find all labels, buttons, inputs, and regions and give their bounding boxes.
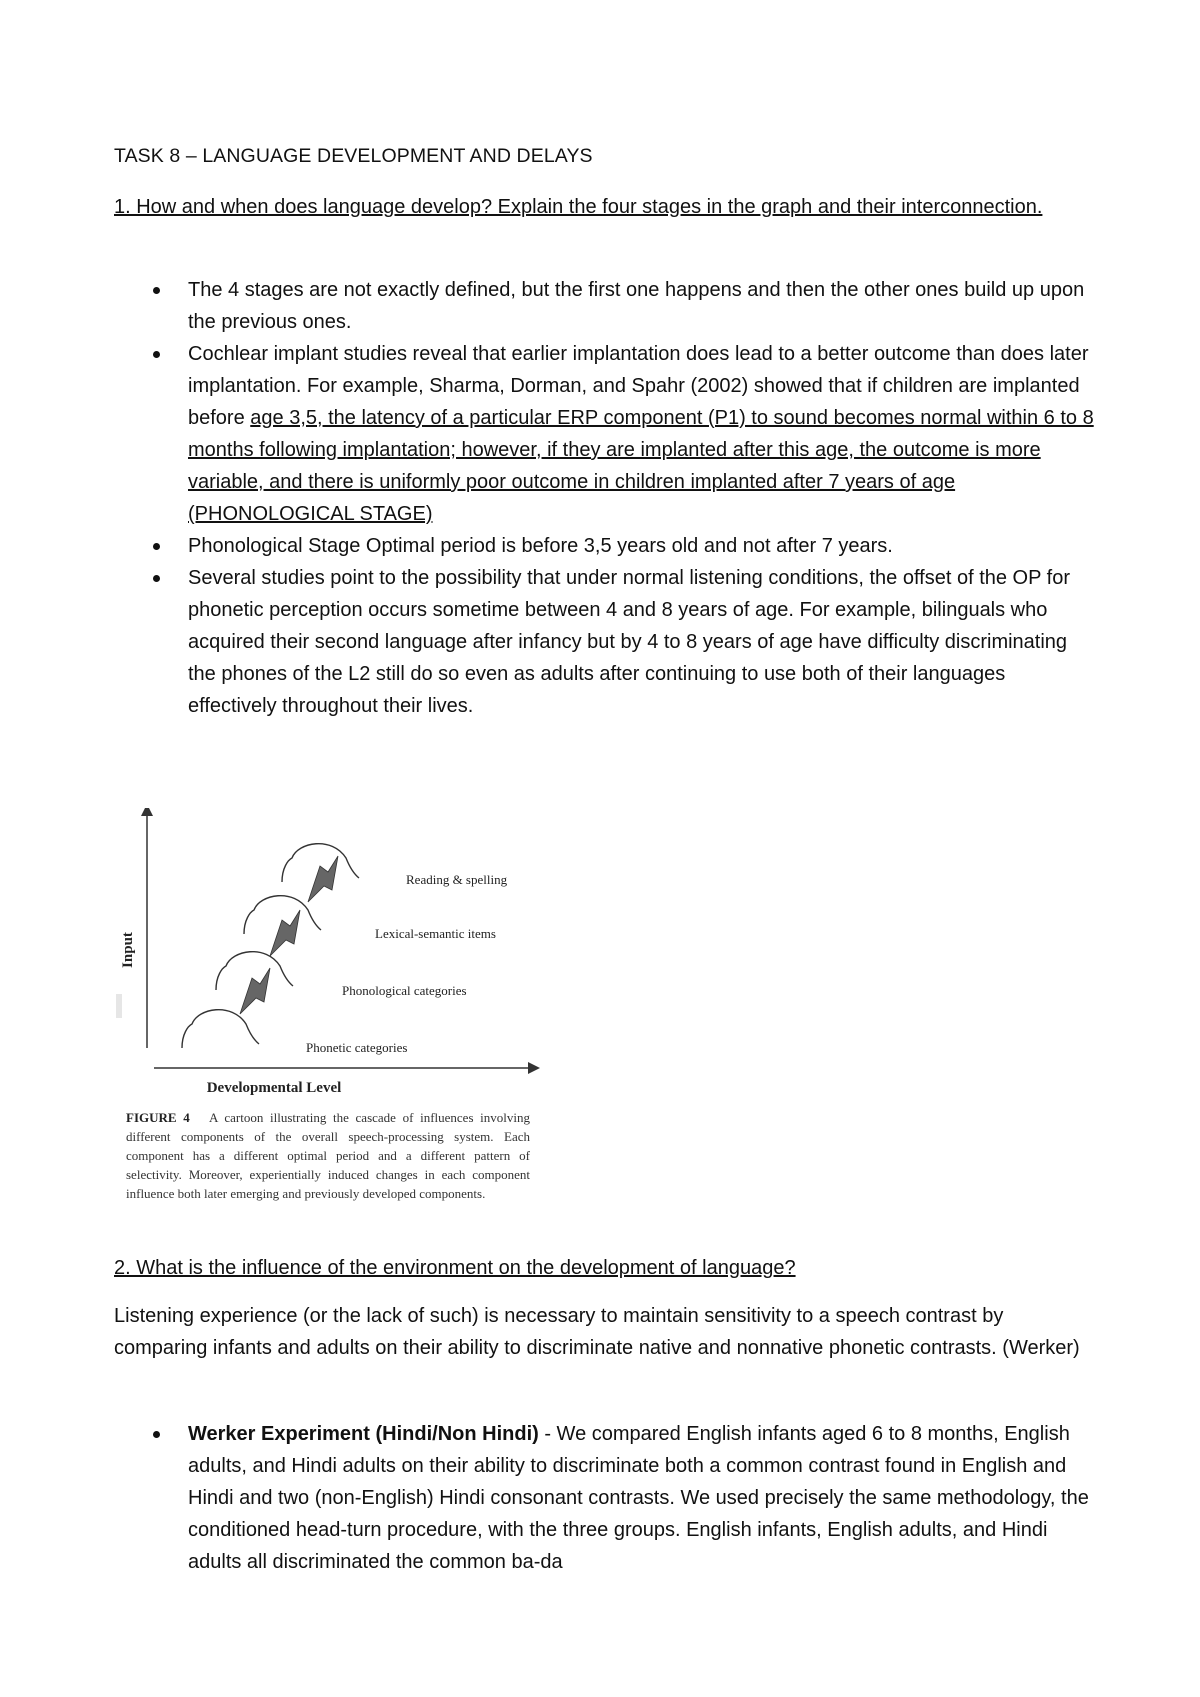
section2-paragraph: Listening experience (or the lack of such) is necessary to maintain sensitivity to a speech contrast by comparing infants and adults on their ability to discriminate native and nonnative phonetic contrasts. (Werker) xyxy=(114,1305,1080,1359)
document-title: TASK 8 – LANGUAGE DEVELOPMENT AND DELAYS xyxy=(114,145,593,167)
list-item: The 4 stages are not exactly defined, but the first one happens and then the other ones build up upon the previous ones. xyxy=(114,274,1094,338)
section1-bullet-list xyxy=(114,274,1094,722)
figure-caption-text: A cartoon illustrating the cascade of influences involving different components of the overall speech-processing system. Each component has a different optimal period and a different pattern of selectivity. Moreover, experientially induced changes in each component influence both later emerging and previously developed components. xyxy=(126,1110,531,1201)
figure-caption-label: FIGURE 4 xyxy=(126,1110,190,1125)
bullet-icon xyxy=(153,287,160,294)
list-item: Cochlear implant studies reveal that earlier implantation does lead to a better outcome than does later implantation. For example, Sharma, Dorman, and Spahr (2002) showed that if children are implanted before age 3,5, the latency of a particular ERP component (P1) to sound becomes normal within 6 to 8 months following implantation; however, if they are implanted after this age, the outcome is more variable, and there is uniformly poor outcome in children implanted after 7 years of age (PHONOLOGICAL STAGE) xyxy=(114,338,1094,530)
figure-caption xyxy=(126,1108,530,1203)
stage-label-phonological: Phonological categories xyxy=(342,983,467,998)
bullet-icon xyxy=(153,543,160,550)
question-2: 2. What is the influence of the environment on the development of language? xyxy=(114,1257,796,1279)
list-item: Werker Experiment (Hindi/Non Hindi) - We compared English infants aged 6 to 8 months, English adults, and Hindi adults on their ability to discriminate both a common contrast found in English and Hindi and two (non-English) Hindi consonant contrasts. We used precisely the same methodology, the conditioned head-turn procedure, with the three groups. English infants, English adults, and Hindi adults all discriminated the common ba-da xyxy=(114,1418,1094,1578)
bullet-icon xyxy=(153,1431,160,1438)
stage-label-reading: Reading & spelling xyxy=(406,872,508,887)
cascade-diagram xyxy=(114,808,544,1108)
stage-label-lexical: Lexical-semantic items xyxy=(375,926,496,941)
underlined-text: age 3,5, the latency of a particular ERP component (P1) to sound becomes normal within 6 to 8 months following implantation; however, if they are implanted after this age, the outcome is more variable, and there is uniformly poor outcome in children implanted after 7 years of age (PHONOLOGICAL STAGE) xyxy=(188,407,1094,525)
stage-label-phonetic: Phonetic categories xyxy=(306,1040,408,1055)
bold-term: Werker Experiment (Hindi/Non Hindi) xyxy=(188,1423,539,1445)
stage-curve-phonetic xyxy=(182,1010,259,1048)
y-axis-label: Input xyxy=(120,932,136,968)
list-item: Several studies point to the possibility that under normal listening conditions, the offset of the OP for phonetic perception occurs sometime between 4 and 8 years of age. For example, bilinguals who acquired their second language after infancy but by 4 to 8 years of age have difficulty discriminating the phones of the L2 still do so even as adults after continuing to use both of their languages effectively throughout their lives. xyxy=(114,562,1094,722)
question-1: 1. How and when does language develop? Explain the four stages in the graph and their interconnection. xyxy=(114,196,1043,218)
list-item: Phonological Stage Optimal period is before 3,5 years old and not after 7 years. xyxy=(114,530,1094,562)
bullet-icon xyxy=(153,351,160,358)
influence-arrow-icon xyxy=(270,910,300,956)
influence-arrow-icon xyxy=(240,968,270,1014)
influence-arrow-icon xyxy=(308,856,338,902)
bullet-icon xyxy=(153,575,160,582)
x-axis-label: Developmental Level xyxy=(206,1080,342,1096)
section2-bullet-list xyxy=(114,1418,1094,1578)
scan-artifact xyxy=(116,994,122,1018)
